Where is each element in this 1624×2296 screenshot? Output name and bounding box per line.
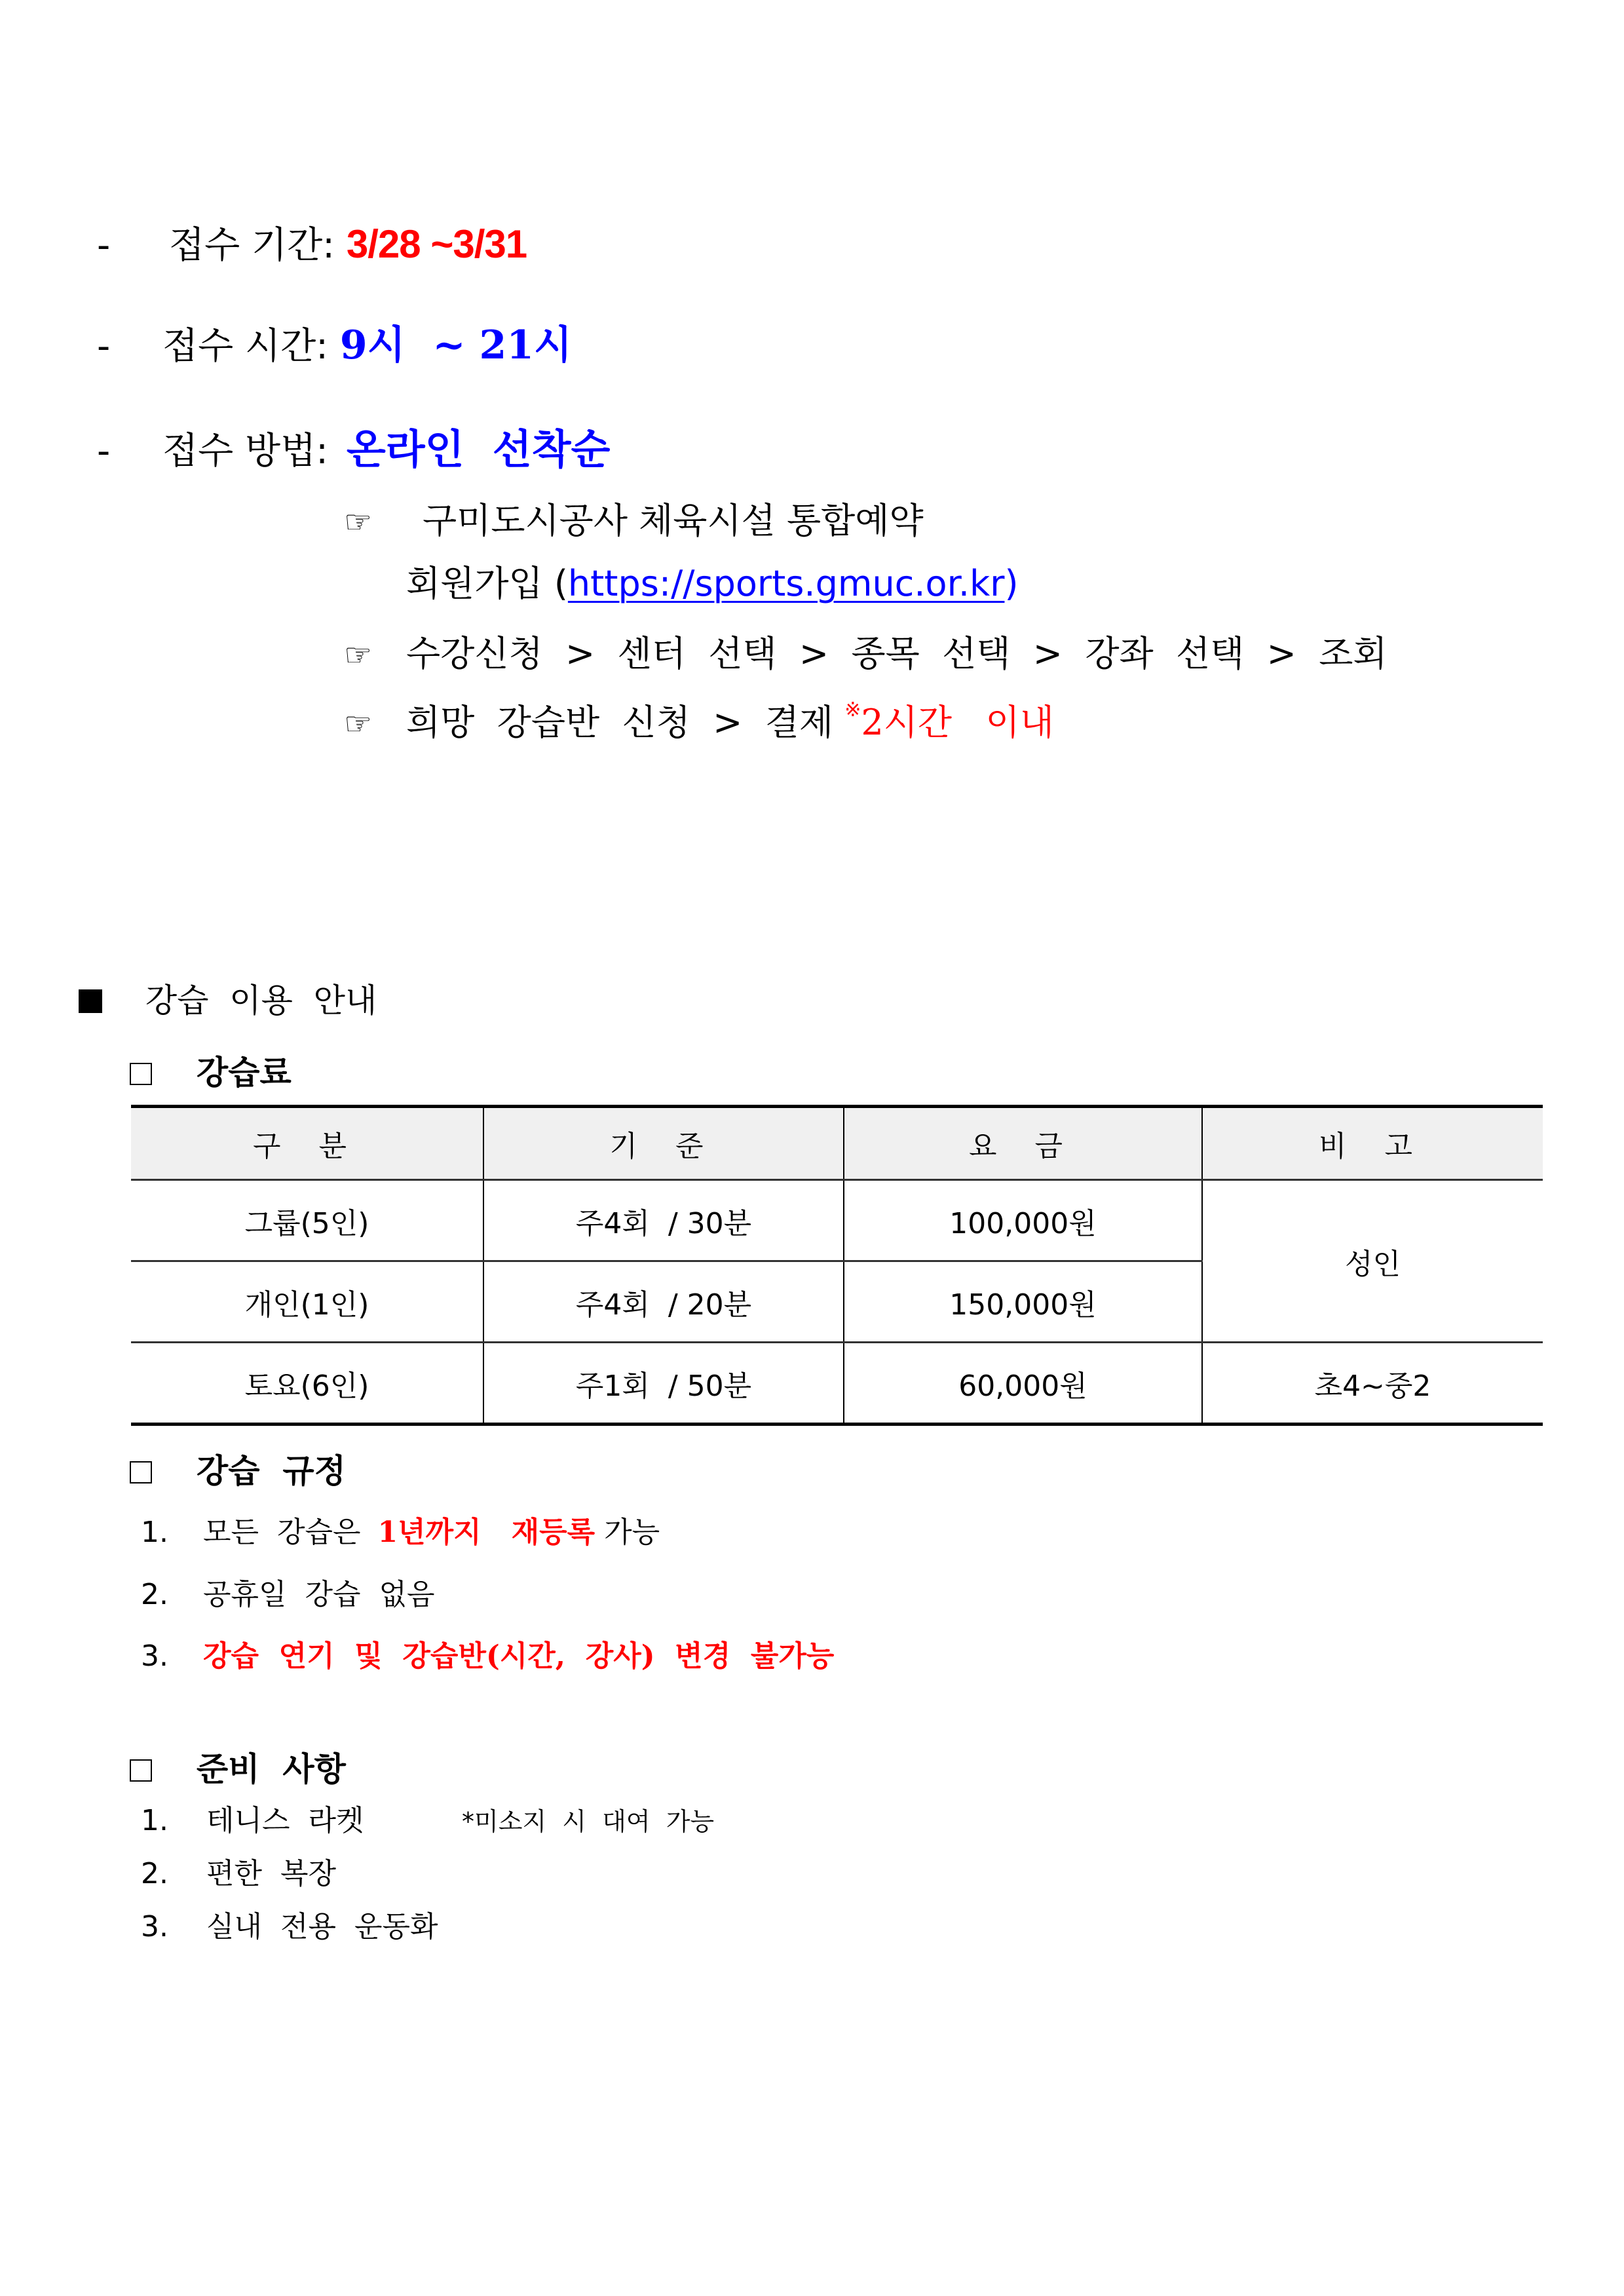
registration-hours [97, 322, 572, 368]
method-value: 온라인 선착순 [346, 425, 611, 473]
table-row [131, 1343, 1543, 1425]
rule-text: 공휴일 강습 없음 [203, 1578, 435, 1611]
dash-bullet: - [97, 224, 111, 267]
fees-title: 강습료 [196, 1054, 292, 1092]
empty-square-icon [130, 1461, 152, 1483]
rule-item [141, 1632, 834, 1674]
prep-number: 1. [141, 1804, 168, 1837]
step-signup [406, 556, 1019, 606]
filled-square-icon [79, 989, 102, 1013]
fees-heading [130, 1046, 292, 1094]
step-text: 구미도시공사 체육시설 통합예약 [423, 500, 924, 541]
header-schedule: 기 준 [483, 1107, 844, 1180]
rules-title: 강습 규정 [196, 1452, 346, 1490]
signup-link[interactable]: https://sports.gmuc.or.kr [567, 563, 1005, 604]
prep-title: 준비 사항 [196, 1750, 346, 1788]
hours-label: 접수 시간: [162, 325, 329, 368]
prep-text: 편한 복장 [206, 1857, 336, 1890]
pointing-hand-icon: ☞ [344, 504, 373, 541]
empty-square-icon [130, 1759, 152, 1782]
cell-price: 60,000원 [844, 1343, 1202, 1425]
prep-note: *미소지 시 대여 가능 [462, 1807, 715, 1836]
prep-text: 테니스 라켓 [206, 1804, 364, 1837]
cell-price: 100,000원 [844, 1180, 1202, 1261]
cell-type: 토요(6인) [131, 1343, 483, 1425]
prep-text: 실내 전용 운동화 [206, 1910, 438, 1943]
signup-prefix: 회원가입 ( [406, 563, 568, 604]
cell-schedule: 주1회 / 50분 [483, 1343, 844, 1425]
header-note: 비 고 [1202, 1107, 1543, 1180]
rule-number: 1. [141, 1516, 168, 1549]
step-text: 수강신청 > 센터 선택 > 종목 선택 > 강좌 선택 > 조회 [406, 633, 1388, 674]
guide-title: 강습 이용 안내 [145, 982, 377, 1020]
dash-bullet: - [97, 325, 111, 368]
prep-number: 3. [141, 1910, 168, 1943]
prep-heading [130, 1743, 346, 1790]
rule-highlight: 1년까지 재등록 [377, 1516, 595, 1549]
step-text: 희망 강습반 신청 > 결제 [406, 702, 845, 743]
registration-period [97, 222, 527, 267]
rule-text-end: 가능 [595, 1516, 660, 1549]
prep-item [141, 1903, 438, 1945]
header-type: 구 분 [131, 1107, 483, 1180]
period-label: 접수 기간: [169, 224, 335, 267]
cell-type: 그룹(5인) [131, 1180, 483, 1261]
hours-value: 9시 ~ 21시 [339, 322, 572, 368]
header-price: 요 금 [844, 1107, 1202, 1180]
rule-highlight: 강습 연기 및 강습반(시간, 강사) 변경 불가능 [203, 1639, 835, 1673]
rule-item [141, 1508, 660, 1550]
method-label: 접수 방법: [162, 430, 329, 472]
period-value: 3/28 ~3/31 [346, 222, 527, 266]
rule-text: 모든 강습은 [203, 1516, 370, 1549]
rules-heading [130, 1445, 346, 1492]
rule-item [141, 1571, 434, 1613]
step-reservation-site [344, 493, 924, 543]
cell-note-merged: 성인 [1202, 1180, 1543, 1343]
step-payment [344, 695, 1054, 745]
step-course-flow [344, 626, 1388, 676]
note-mark-icon: ※ [844, 698, 861, 721]
cell-schedule: 주4회 / 20분 [483, 1261, 844, 1343]
pointing-hand-icon: ☞ [344, 706, 373, 742]
guide-heading [79, 974, 377, 1022]
prep-item [141, 1850, 336, 1892]
cell-schedule: 주4회 / 30분 [483, 1180, 844, 1261]
fee-table [131, 1105, 1543, 1426]
pointing-hand-icon: ☞ [344, 637, 373, 674]
cell-price: 150,000원 [844, 1261, 1202, 1343]
rule-number: 3. [141, 1639, 168, 1673]
dash-bullet: - [97, 430, 111, 472]
cell-note: 초4~중2 [1202, 1343, 1543, 1425]
table-header-row [131, 1107, 1543, 1180]
prep-number: 2. [141, 1857, 168, 1890]
empty-square-icon [130, 1063, 152, 1085]
table-row [131, 1180, 1543, 1261]
signup-suffix: ) [1004, 563, 1019, 604]
prep-item [141, 1797, 714, 1839]
payment-deadline: 2시간 이내 [861, 702, 1054, 743]
rule-number: 2. [141, 1578, 168, 1611]
cell-type: 개인(1인) [131, 1261, 483, 1343]
registration-method [97, 425, 611, 473]
